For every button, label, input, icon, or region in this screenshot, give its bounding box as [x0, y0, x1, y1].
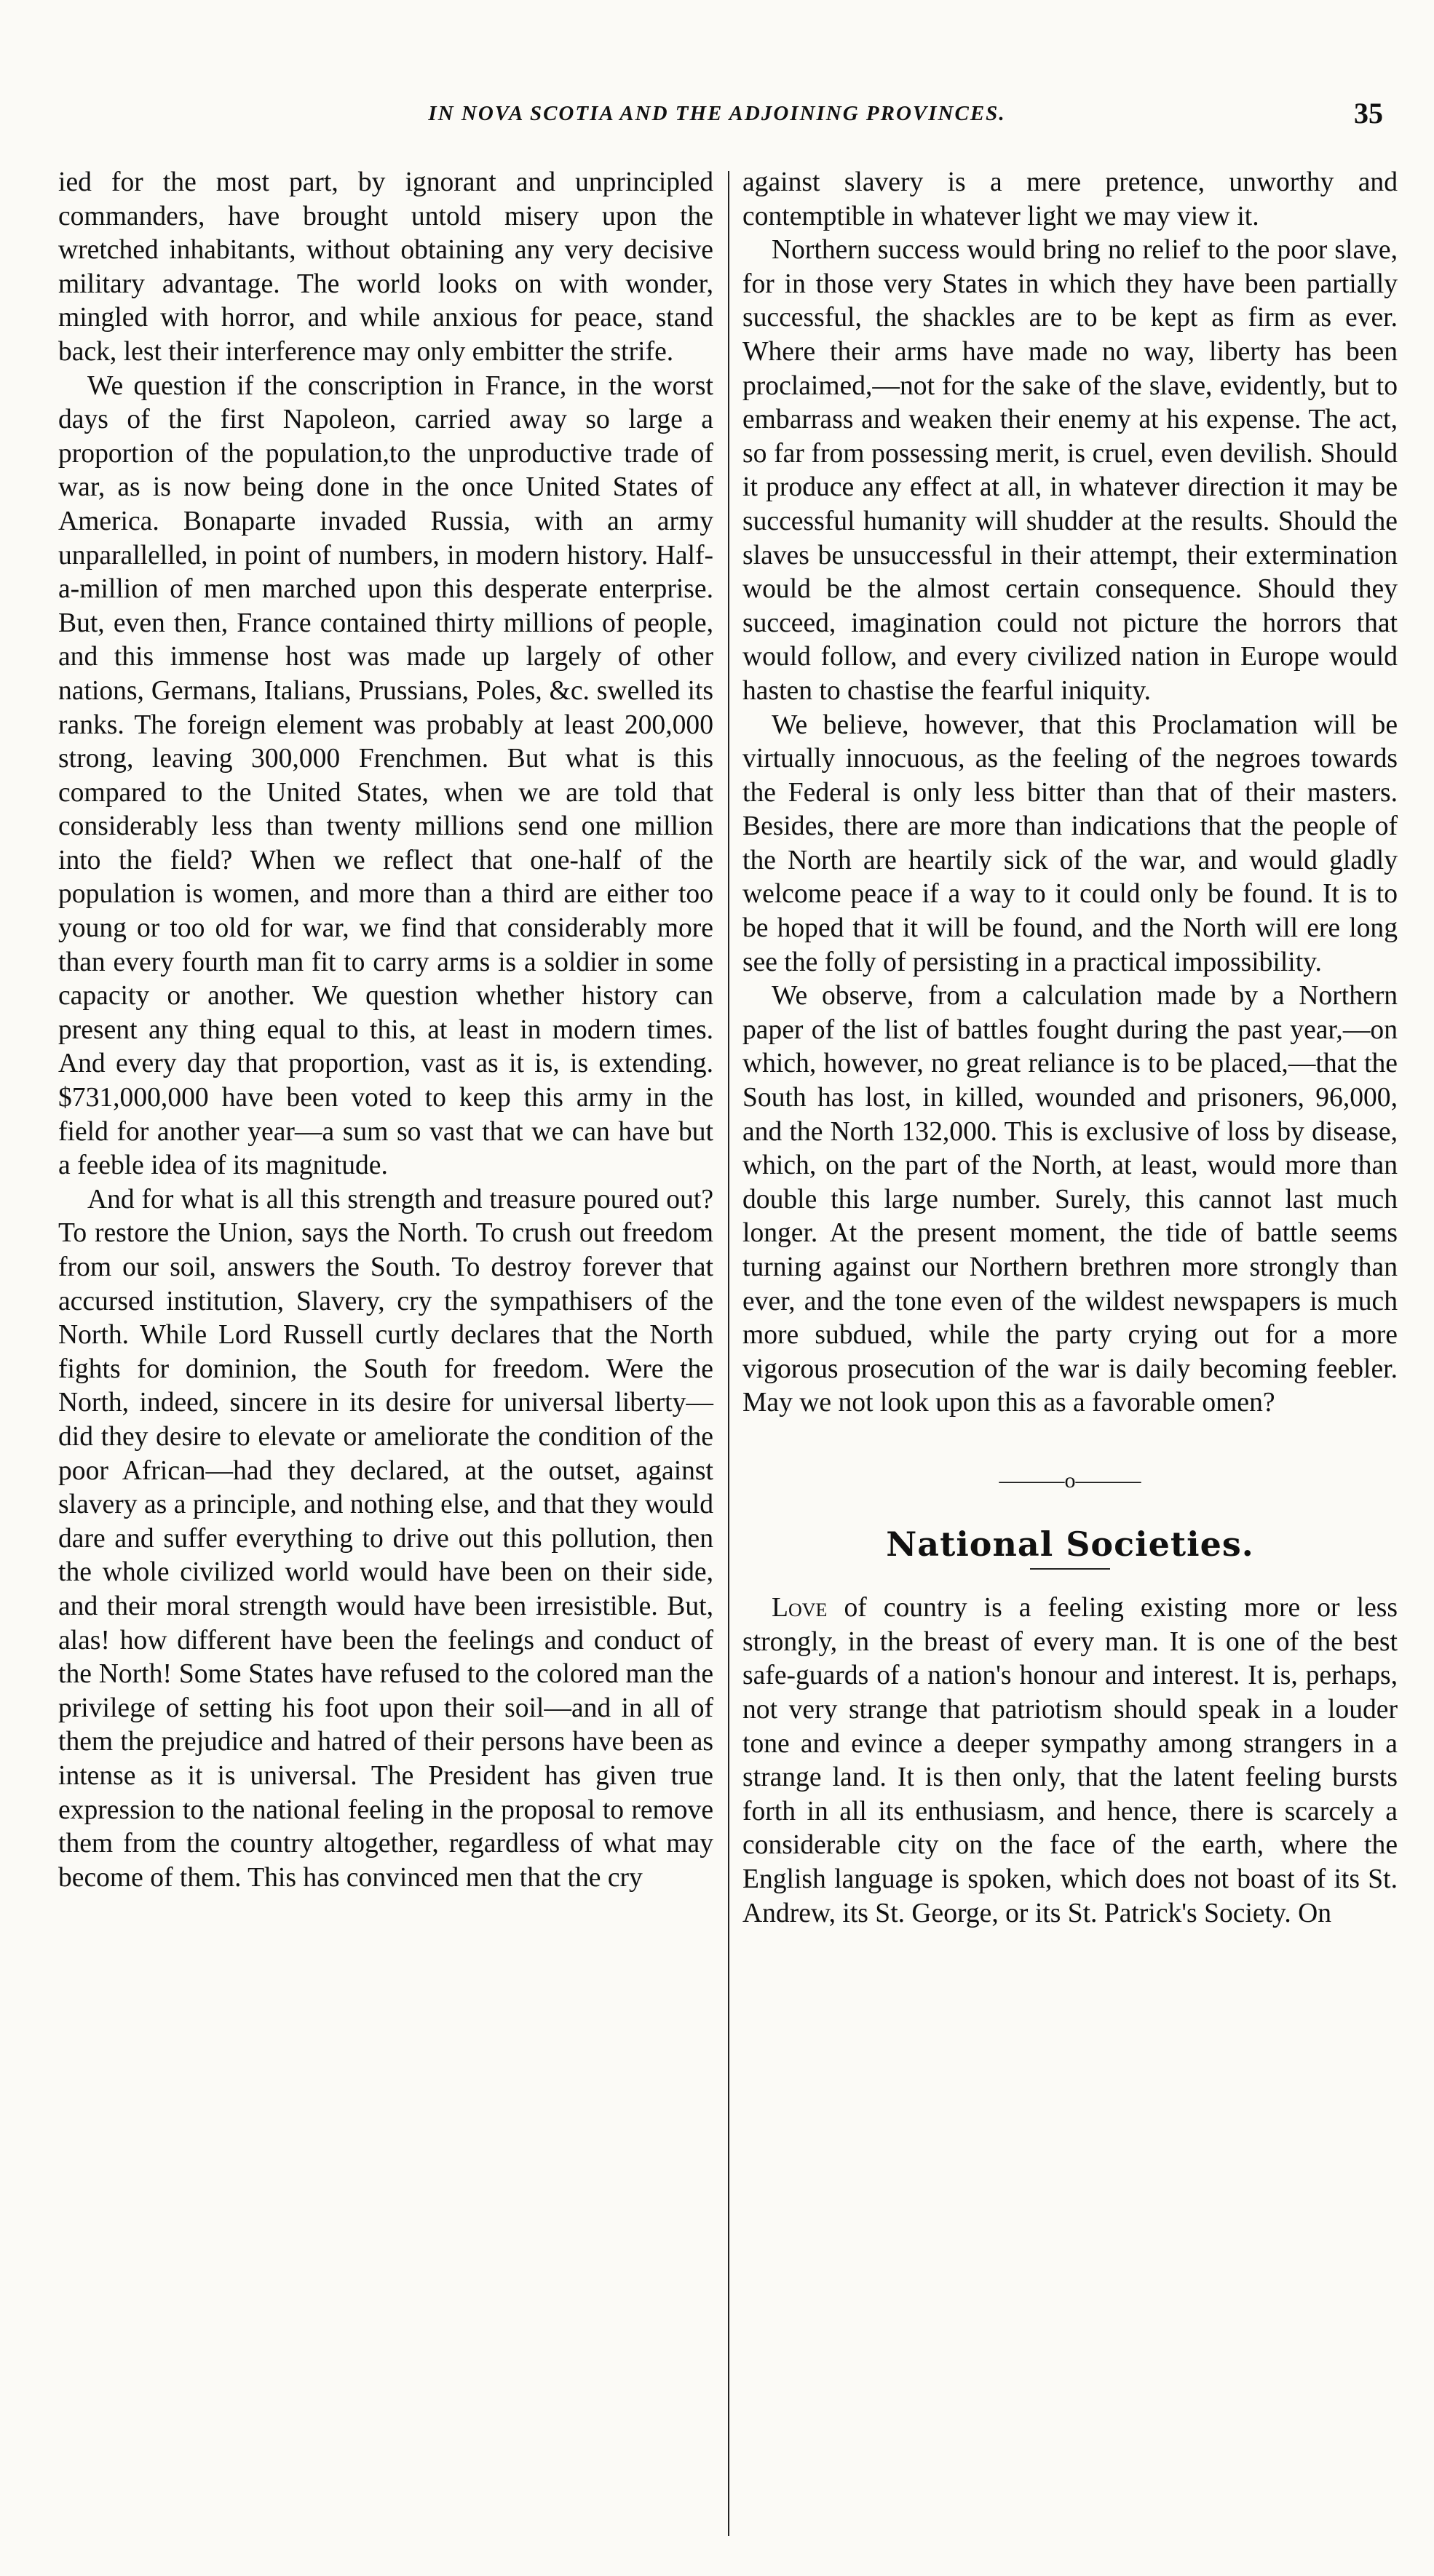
column-divider [728, 171, 729, 2536]
paragraph: against slavery is a mere pretence, unworthy and contemptible in whatever light we may view it. [742, 167, 1398, 231]
running-head: IN NOVA SCOTIA AND THE ADJOINING PROVINCES. [428, 102, 1006, 125]
section-paragraph [742, 1591, 1398, 1931]
paragraph: We observe, from a calculation made by a Northern paper of the list of battles fought during the past year,—on which, however, no great reliance is to be placed,—that the South has lost, in killed, wounded and prisoners, 96,000, and the North 132,000. This is exclusive of loss by disease, which, on the part of the North, at least, would more than double this large number. Surely, this cannot last much longer. At the present moment, the tide of battle seems turning against our Northern brethren more strongly than ever, and the tone even of the wildest newspapers is much more subdued, while the party crying out for a more vigorous prosecution of the war is daily becoming feebler. May we not look upon this as a favorable omen? [742, 981, 1398, 1418]
section-title: National Societies. [886, 1524, 1254, 1564]
title-rule [1030, 1568, 1110, 1570]
paragraph: We question if the conscription in France, in the worst days of the first Napoleon, carried away so large a proportion of the population,to the unproductive trade of war, as is now being done in the once United States of America. Bonaparte invaded Russia, with an army unparallelled, in point of numbers, in modern history. Half-a-million of men marched upon this desperate enterprise. But, even then, France contained thirty millions of people, and this immense host was made up largely of other nations, Germans, Italians, Prussians, Poles, &c. swelled its ranks. The foreign element was probably at least 200,000 strong, leaving 300,000 Frenchmen. But what is this compared to the United States, when we are told that considerably less than twenty millions send one million into the field? When we reflect that one-half of the population is women, and more than a third are either too young or too old for war, we find that considerably more than every fourth man fit to carry arms is a soldier in some capacity or another. We question whether history can present any thing equal to this, at least in modern times. And every day that proportion, vast as it is, is extending. $731,000,000 have been voted to keep this army in the field for another year—a sum so vast that we can have but a feeble idea of its magnitude. [58, 370, 713, 1181]
paragraph: ied for the most part, by ignorant and unprincipled commanders, have brought untold misery upon the wretched inhabitants, without obtaining any very decisive military advantage. The world looks on with wonder, mingled with horror, and while anxious for peace, stand back, lest their interference may only embitter the strife. [58, 167, 713, 367]
paragraph: We believe, however, that this Proclamation will be virtually innocuous, as the feeling of the negroes towards the Federal is only less bitter than that of their masters. Besides, there are more than indications that the people of the North are heartily sick of the war, and would gladly welcome peace if a way to it could only be found. It is to be hoped that it will be found, and the North will ere long see the folly of persisting in a practical impossibility. [742, 709, 1398, 977]
paragraph: Northern success would bring no relief to the poor slave, for in those very States in which they have been partially successful, the shackles are to be kept as firm as ever. Where their arms have made no way, liberty has been proclaimed,—not for the sake of the slave, evidently, but to embarrass and weaken their enemy at his expense. The act, so far from possessing merit, is cruel, even devilish. Should it produce any effect at all, in whatever direction it may be successful humanity will shudder at the results. Should the slaves be unsuccessful in their attempt, their extermination would be the almost certain consequence. Should they succeed, imagination could not picture the horrors that would follow, and every civilized nation in Europe would hasten to chastise the fearful iniquity. [742, 235, 1398, 706]
section-ornament: ———o——— [999, 1468, 1141, 1492]
paragraph: And for what is all this strength and treasure poured out? To restore the Union, says the North. To crush out freedom from our soil, answers the South. To destroy forever that accursed institution, Slavery, cry the sympathisers of the North. While Lord Russell curtly declares that the North fights for dominion, the South for freedom. Were the North, indeed, sincere in its desire for universal liberty—did they desire to elevate or ameliorate the condition of the poor African—had they declared, at the outset, against slavery as a principle, and nothing else, and that they would dare and suffer everything to drive out this pollution, then the whole civilized world would have been on their side, and their moral strength would have been irresistible. But, alas! how different have been the feelings and conduct of the North! Some States have refused to the colored man the privilege of setting his foot upon their soil—and in all of them the prejudice and hatred of their persons have been as intense as it is universal. The President has given true expression to the national feeling in the proposal to remove them from the country altogether, regardless of what may become of them. This has convinced men that the cry [58, 1184, 713, 1893]
right-column [742, 166, 1398, 1931]
section-paragraph-text: of country is a feeling existing more or less strongly, in the breast of every man. It is one of the best safe-guards of a nation's honour and interest. It is, perhaps, not very strange that patriotism should speak in a louder tone and evince a deeper sympathy among strangers in a strange land. It is then only, that the latent feeling bursts forth in all its enthusiasm, and hence, there is scarcely a considerable city on the face of the earth, where the English language is spoken, which does not boast of its St. Andrew, its St. George, or its St. Patrick's Society. On [742, 1593, 1398, 1928]
section-dropcap: Love [772, 1593, 828, 1623]
left-column [58, 166, 713, 1895]
page-number: 35 [1354, 97, 1383, 130]
page-header [51, 97, 1383, 146]
